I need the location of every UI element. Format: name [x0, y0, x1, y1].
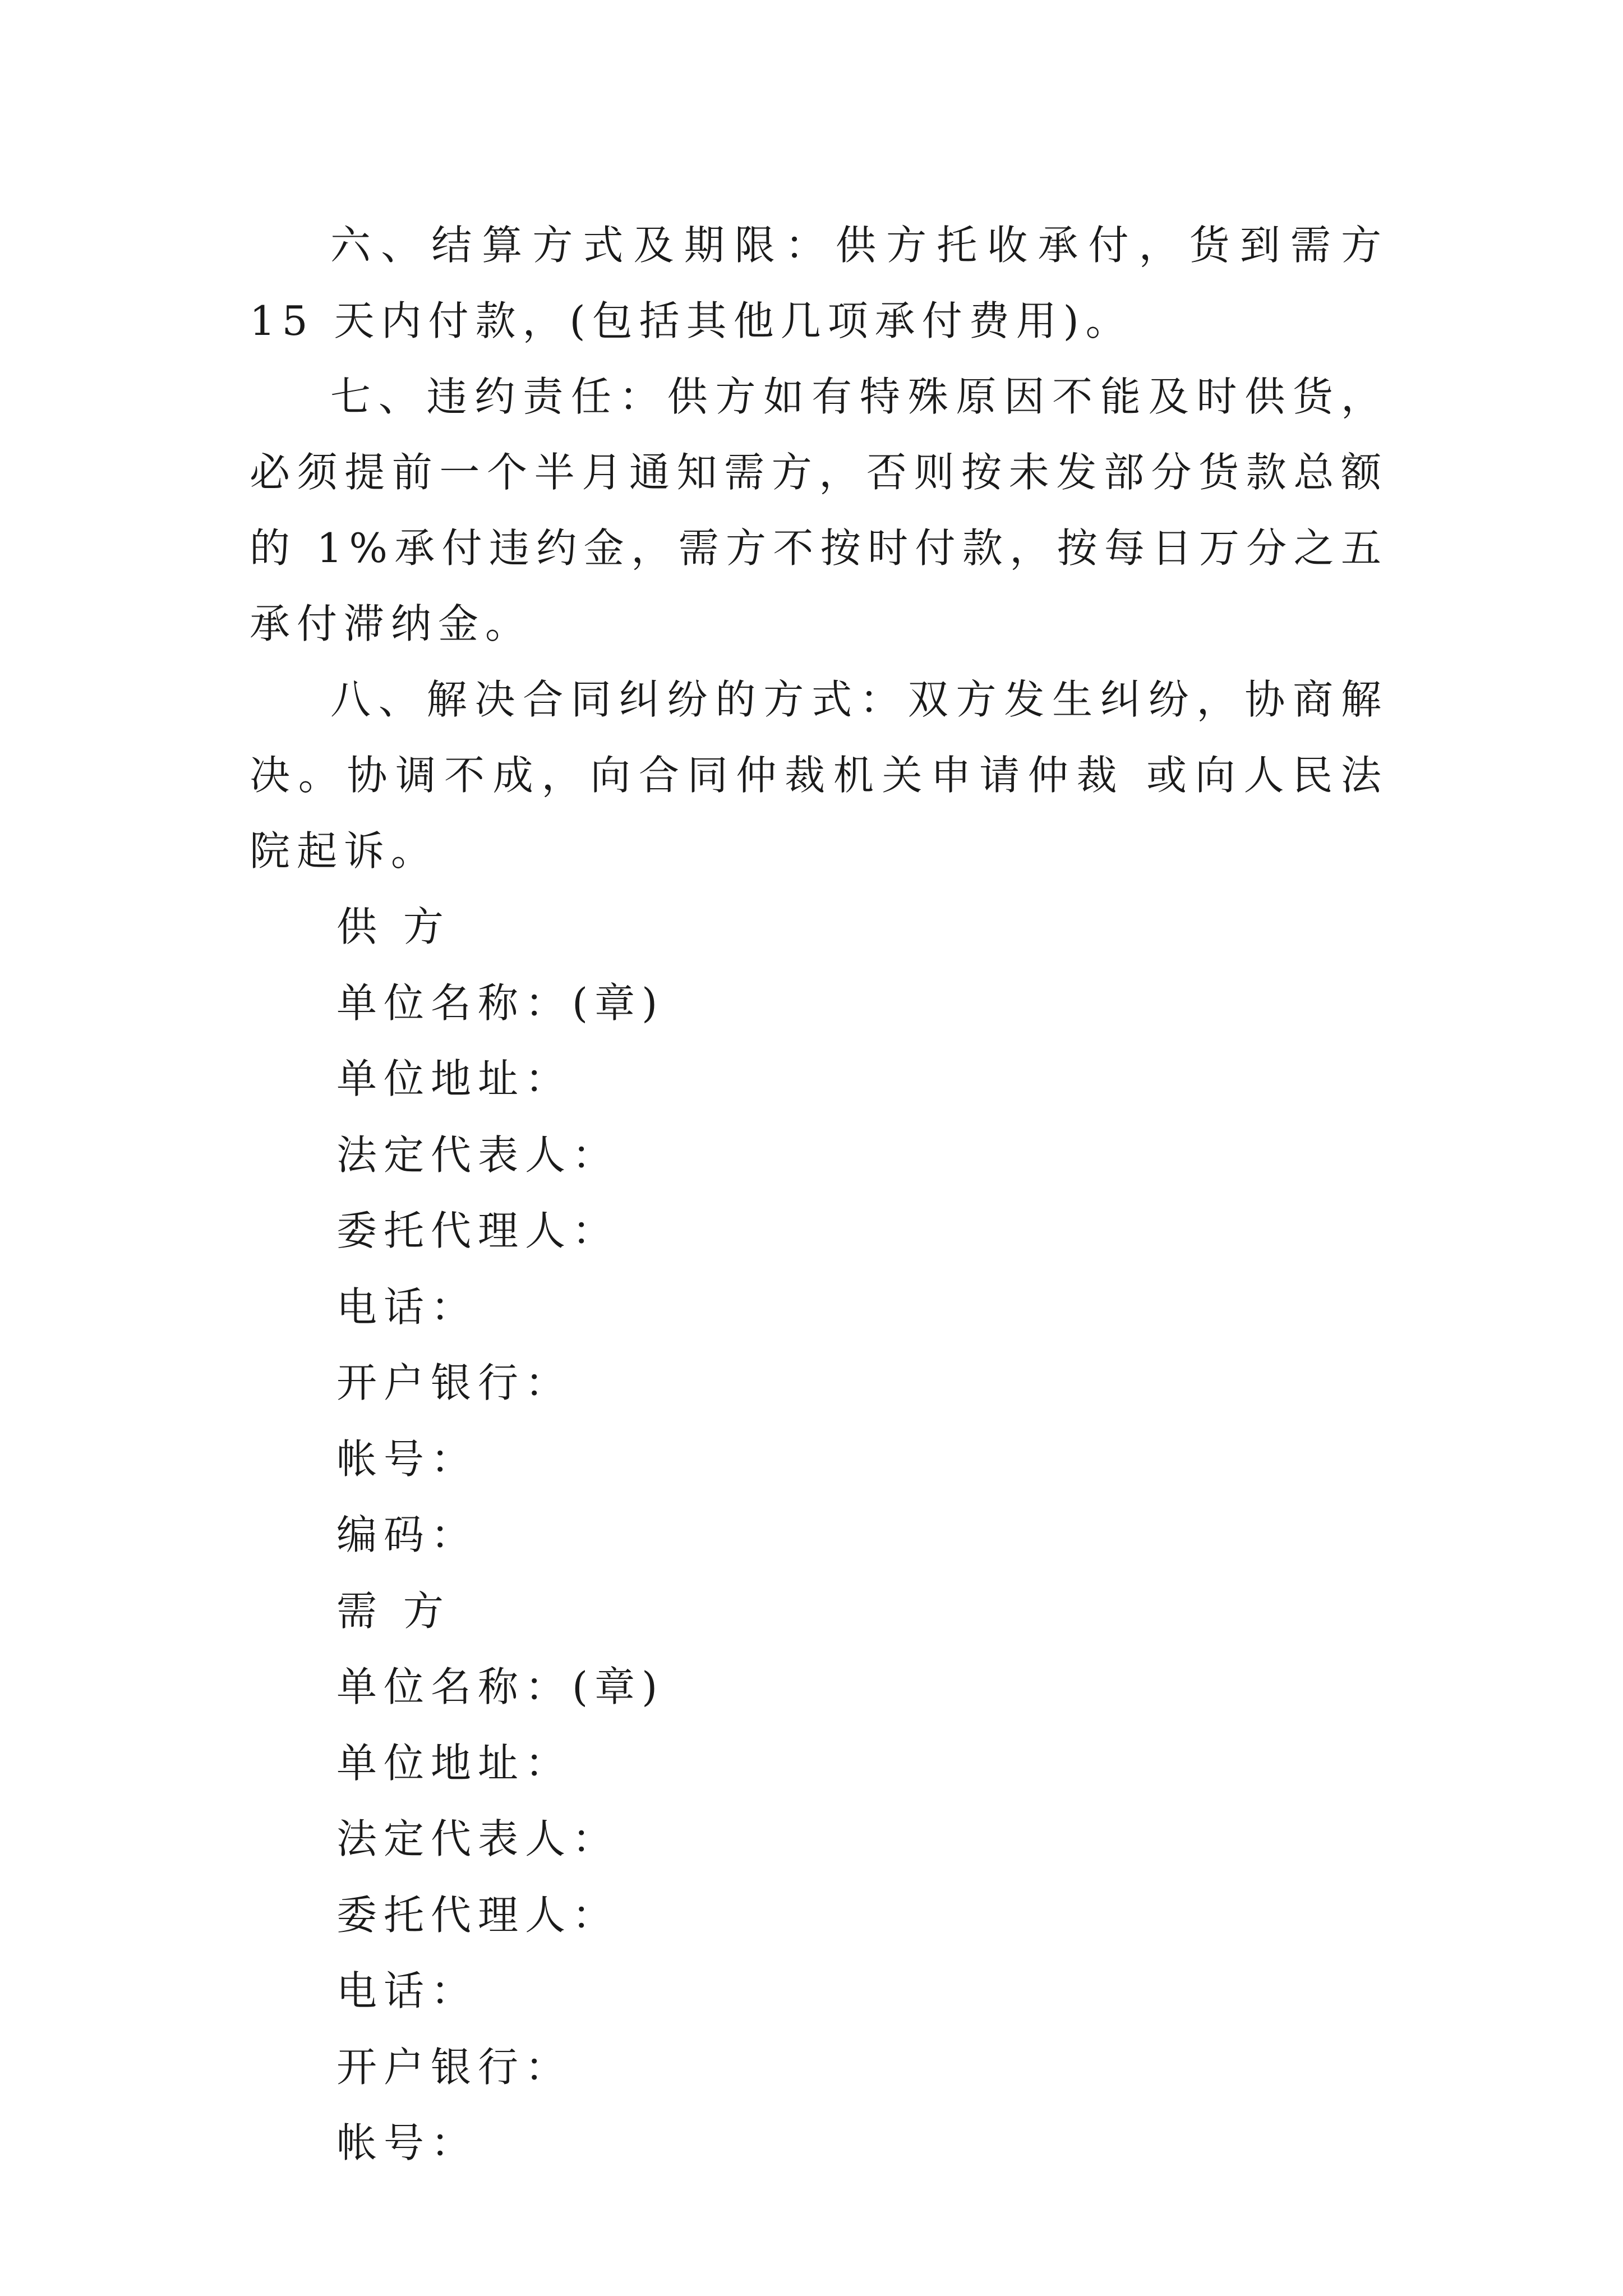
clause-dispute-resolution: 八、解决合同纠纷的方式：双方发生纠纷，协商解决。协调不成，向合同仲裁机关申请仲裁 或向人民法院起诉。	[250, 676, 1388, 875]
supplier-legal-representative: 法定代表人：	[336, 1131, 620, 1179]
buyer-unit-address: 单位地址：	[336, 1739, 573, 1787]
supplier-unit-address: 单位地址：	[336, 1055, 573, 1102]
supplier-code: 编码：	[336, 1511, 478, 1558]
supplier-bank: 开户银行：	[336, 1359, 573, 1406]
supplier-section	[250, 889, 1388, 1573]
buyer-bank: 开户银行：	[336, 2043, 573, 2091]
supplier-heading: 供 方	[336, 903, 450, 950]
buyer-unit-name: 单位名称：(章)	[336, 1663, 665, 1710]
supplier-account-number: 帐号：	[336, 1435, 478, 1483]
supplier-phone: 电话：	[336, 1283, 478, 1331]
buyer-legal-representative: 法定代表人：	[336, 1815, 620, 1862]
buyer-authorized-agent: 委托代理人：	[336, 1891, 620, 1939]
buyer-section	[250, 1573, 1388, 2182]
buyer-phone: 电话：	[336, 1967, 478, 2014]
supplier-authorized-agent: 委托代理人：	[336, 1207, 620, 1254]
buyer-account-number: 帐号：	[336, 2119, 478, 2166]
clause-settlement: 六、结算方式及期限：供方托收承付，货到需方 15 天内付款，(包括其他几项承付费用)。	[250, 222, 1388, 344]
contract-body	[250, 208, 1388, 2182]
supplier-unit-name: 单位名称：(章)	[336, 979, 665, 1027]
clause-breach-liability: 七、违约责任：供方如有特殊原因不能及时供货，必须提前一个半月通知需方，否则按未发部分货款总额的 1%承付违约金，需方不按时付款，按每日万分之五承付滞纳金。	[250, 373, 1388, 647]
buyer-heading: 需 方	[336, 1587, 450, 1635]
